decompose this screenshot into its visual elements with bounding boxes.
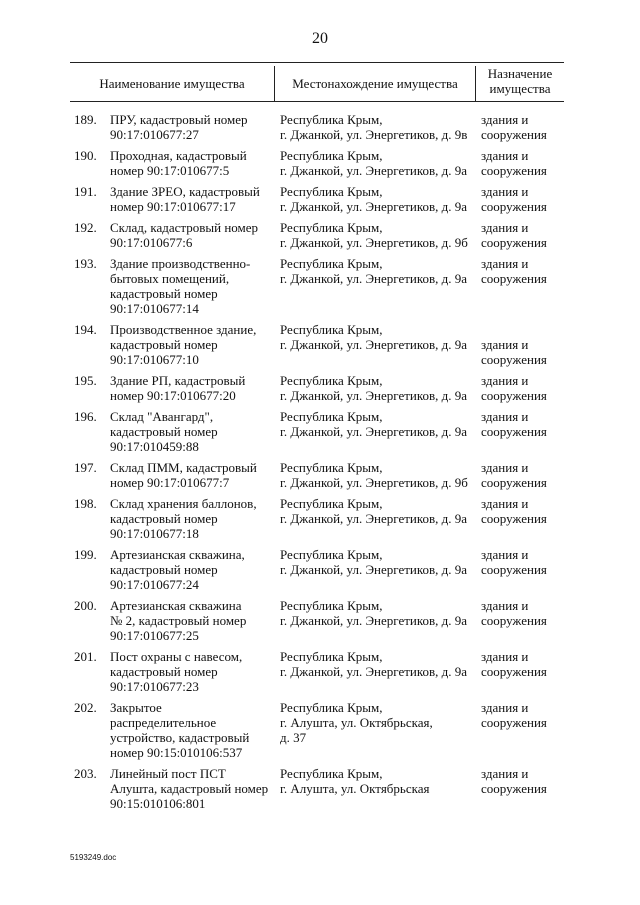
property-purpose: здания и сооружения: [481, 700, 547, 730]
property-name: Здание производственно- бытовых помещений, кадастровый номер 90:17:010677:14: [110, 256, 251, 316]
property-name: Склад хранения баллонов, кадастровый номер 90:17:010677:18: [110, 496, 257, 541]
property-purpose: здания и сооружения: [481, 547, 547, 577]
header-location: Местонахождение имущества: [292, 76, 458, 91]
property-purpose: здания и сооружения: [481, 184, 547, 214]
row-number: 190.: [74, 148, 97, 163]
property-location: Республика Крым, г. Джанкой, ул. Энергетиков, д. 9а: [280, 649, 468, 679]
table-row: [0, 649, 640, 700]
property-name: ПРУ, кадастровый номер 90:17:010677:27: [110, 112, 248, 142]
property-location: Республика Крым, г. Джанкой, ул. Энергетиков, д. 9а: [280, 148, 468, 178]
property-table: [0, 112, 640, 817]
header-purpose: Назначение имущества: [487, 66, 553, 96]
row-number: 192.: [74, 220, 97, 235]
row-number: 202.: [74, 700, 97, 715]
page-number: 20: [312, 30, 328, 47]
property-purpose: здания и сооружения: [481, 112, 547, 142]
row-number: 201.: [74, 649, 97, 664]
property-location: Республика Крым, г. Джанкой, ул. Энергетиков, д. 9а: [280, 496, 468, 526]
row-number: 189.: [74, 112, 97, 127]
property-purpose: здания и сооружения: [481, 337, 547, 367]
property-location: Республика Крым, г. Джанкой, ул. Энергетиков, д. 9а: [280, 373, 468, 403]
row-number: 198.: [74, 496, 97, 511]
table-row: [0, 112, 640, 148]
property-location: Республика Крым, г. Джанкой, ул. Энергетиков, д. 9в: [280, 112, 468, 142]
table-row: [0, 496, 640, 547]
property-name: Закрытое распределительное устройство, кадастровый номер 90:15:010106:537: [110, 700, 250, 760]
table-top-rule: [70, 62, 564, 63]
property-name: Линейный пост ПСТ Алушта, кадастровый номер 90:15:010106:801: [110, 766, 269, 811]
header-name: Наименование имущества: [99, 76, 245, 91]
table-row: [0, 598, 640, 649]
table-row: [0, 700, 640, 766]
row-number: 196.: [74, 409, 97, 424]
property-purpose: здания и сооружения: [481, 766, 547, 796]
property-location: Республика Крым, г. Джанкой, ул. Энергетиков, д. 9а: [280, 409, 468, 439]
property-location: Республика Крым, г. Джанкой, ул. Энергетиков, д. 9а: [280, 322, 468, 352]
property-location: Республика Крым, г. Алушта, ул. Октябрьская, д. 37: [280, 700, 433, 745]
row-number: 203.: [74, 766, 97, 781]
property-location: Республика Крым, г. Джанкой, ул. Энергетиков, д. 9а: [280, 184, 468, 214]
row-number: 200.: [74, 598, 97, 613]
row-number: 191.: [74, 184, 97, 199]
table-row: [0, 220, 640, 256]
table-row: [0, 409, 640, 460]
property-location: Республика Крым, г. Джанкой, ул. Энергетиков, д. 9б: [280, 220, 468, 250]
property-name: Производственное здание, кадастровый номер 90:17:010677:10: [110, 322, 257, 367]
property-name: Здание РП, кадастровый номер 90:17:010677:20: [110, 373, 246, 403]
property-purpose: здания и сооружения: [481, 649, 547, 679]
property-purpose: здания и сооружения: [481, 148, 547, 178]
property-purpose: здания и сооружения: [481, 220, 547, 250]
property-location: Республика Крым, г. Джанкой, ул. Энергетиков, д. 9а: [280, 598, 468, 628]
table-row: [0, 460, 640, 496]
property-name: Склад, кадастровый номер 90:17:010677:6: [110, 220, 259, 250]
table-row: [0, 322, 640, 373]
table-row: [0, 547, 640, 598]
property-purpose: здания и сооружения: [481, 256, 547, 286]
table-header-rule: [70, 101, 564, 102]
property-purpose: здания и сооружения: [481, 373, 547, 403]
row-number: 197.: [74, 460, 97, 475]
property-location: Республика Крым, г. Джанкой, ул. Энергетиков, д. 9б: [280, 460, 468, 490]
row-number: 194.: [74, 322, 97, 337]
row-number: 199.: [74, 547, 97, 562]
property-name: Пост охраны с навесом, кадастровый номер 90:17:010677:23: [110, 649, 243, 694]
table-row: [0, 766, 640, 817]
property-name: Здание ЗРЕО, кадастровый номер 90:17:010677:17: [110, 184, 260, 214]
property-location: Республика Крым, г. Алушта, ул. Октябрьская: [280, 766, 430, 796]
property-location: Республика Крым, г. Джанкой, ул. Энергетиков, д. 9а: [280, 547, 468, 577]
property-name: Артезианская скважина, кадастровый номер 90:17:010677:24: [110, 547, 245, 592]
table-row: [0, 184, 640, 220]
property-location: Республика Крым, г. Джанкой, ул. Энергетиков, д. 9а: [280, 256, 468, 286]
table-row: [0, 256, 640, 322]
table-row: [0, 373, 640, 409]
property-purpose: здания и сооружения: [481, 496, 547, 526]
property-name: Склад ПММ, кадастровый номер 90:17:010677:7: [110, 460, 257, 490]
table-row: [0, 148, 640, 184]
property-purpose: здания и сооружения: [481, 409, 547, 439]
row-number: 193.: [74, 256, 97, 271]
document-footer: 5193249.doc: [70, 853, 117, 862]
property-purpose: здания и сооружения: [481, 460, 547, 490]
property-purpose: здания и сооружения: [481, 598, 547, 628]
property-name: Артезианская скважина № 2, кадастровый номер 90:17:010677:25: [110, 598, 247, 643]
property-name: Проходная, кадастровый номер 90:17:010677:5: [110, 148, 247, 178]
property-name: Склад "Авангард", кадастровый номер 90:17:010459:88: [110, 409, 218, 454]
row-number: 195.: [74, 373, 97, 388]
